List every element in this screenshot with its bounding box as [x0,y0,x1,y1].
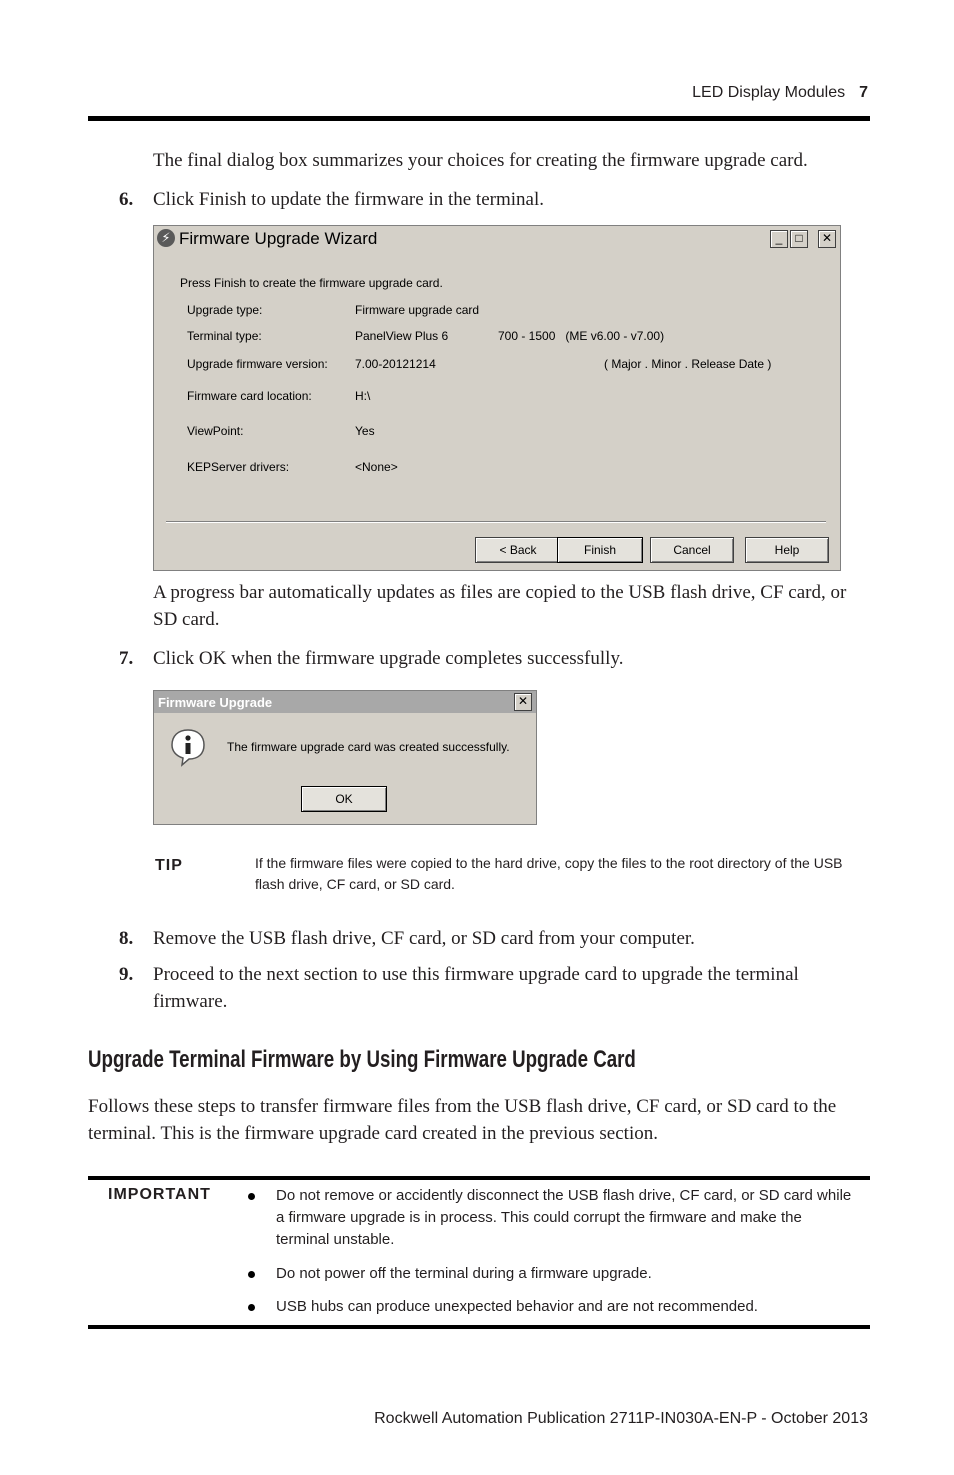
msgbox-titlebar [154,691,536,713]
step-6 [119,186,863,213]
firmware-upgrade-message-box [153,690,537,825]
step-9 [119,961,865,1015]
row-value: 7.00-20121214 [355,357,436,371]
section-heading: Upgrade Terminal Firmware by Using Firmware Upgrade Card [88,1046,636,1073]
row-extra: 700 - 1500 (ME v6.00 - v7.00) [498,329,665,343]
back-button[interactable]: < Back [475,537,561,563]
wizard-app-icon: ⚡ [157,229,175,247]
header-title: LED Display Modules [692,84,846,101]
tip-text: If the firmware files were copied to the hard drive, copy the files to the root directory of the USB flash drive, CF card, or SD card. [255,855,843,892]
bullet-icon [248,1304,255,1311]
close-icon[interactable]: ✕ [818,230,836,248]
important-item: USB hubs can produce unexpected behavior and are not recommended. [276,1298,758,1315]
help-button[interactable]: Help [745,537,829,563]
page-number: 7 [859,84,868,101]
step-number: 7. [119,648,134,669]
important-label: IMPORTANT [108,1186,211,1203]
step-text: Proceed to the next section to use this firmware upgrade card to upgrade the terminal firmware. [153,964,799,1012]
finish-button[interactable]: Finish [557,537,643,563]
ok-button[interactable]: OK [301,786,387,812]
minimize-icon[interactable]: _ [770,230,788,248]
row-label: Upgrade type: [187,303,263,317]
header-rule [88,116,870,121]
row-extra: ( Major . Minor . Release Date ) [604,357,772,371]
row-value: Firmware upgrade card [355,303,480,317]
wizard-title: Firmware Upgrade Wizard [179,229,378,248]
step-8 [119,925,863,952]
step-number: 8. [119,928,134,949]
step-text: Remove the USB flash drive, CF card, or SD card from your computer. [153,928,695,949]
important-top-rule [88,1176,870,1180]
wizard-separator [166,521,826,523]
row-label: Upgrade firmware version: [187,357,328,371]
intro-paragraph: The final dialog box summarizes your choices for creating the firmware upgrade card. [153,150,808,171]
row-label: Terminal type: [187,329,262,343]
bullet-icon [248,1193,255,1200]
row-value: Yes [355,424,375,438]
step-number: 9. [119,964,134,985]
important-item: Do not remove or accidently disconnect the USB flash drive, CF card, or SD card while a firmware upgrade is in process. This could corrupt the firmware and make the terminal unstable. [276,1187,852,1248]
wizard-titlebar [154,226,840,252]
progress-paragraph: A progress bar automatically updates as files are copied to the USB flash drive, CF card, or SD card. [153,582,847,630]
maximize-icon[interactable]: □ [790,230,808,248]
row-value: PanelView Plus 6 [355,329,449,343]
row-value: H:\ [355,389,371,403]
step-number: 6. [119,189,134,210]
section-intro: Follows these steps to transfer firmware files from the USB flash drive, CF card, or SD card to the terminal. This is the firmware upgrade card created in the previous section. [88,1096,837,1144]
row-value: <None> [355,460,398,474]
wizard-instruction: Press Finish to create the firmware upgrade card. [180,276,443,290]
step-7 [119,645,863,672]
msgbox-title: Firmware Upgrade [158,695,273,710]
msgbox-message: The firmware upgrade card was created successfully. [227,740,510,754]
running-header [692,84,868,102]
row-label: Firmware card location: [187,389,312,403]
firmware-upgrade-wizard-dialog [153,225,841,571]
info-icon [168,727,208,767]
important-bottom-rule [88,1325,870,1329]
close-icon[interactable]: ✕ [514,693,532,711]
tip-label: TIP [155,857,183,874]
cancel-button[interactable]: Cancel [650,537,734,563]
row-label: ViewPoint: [187,424,244,438]
step-text: Click Finish to update the firmware in the terminal. [153,189,544,210]
bullet-icon [248,1271,255,1278]
important-item: Do not power off the terminal during a firmware upgrade. [276,1265,652,1282]
step-text: Click OK when the firmware upgrade completes successfully. [153,648,624,669]
row-label: KEPServer drivers: [187,460,290,474]
footer-publication: Rockwell Automation Publication 2711P-IN030A-EN-P - October 2013 [374,1410,868,1427]
